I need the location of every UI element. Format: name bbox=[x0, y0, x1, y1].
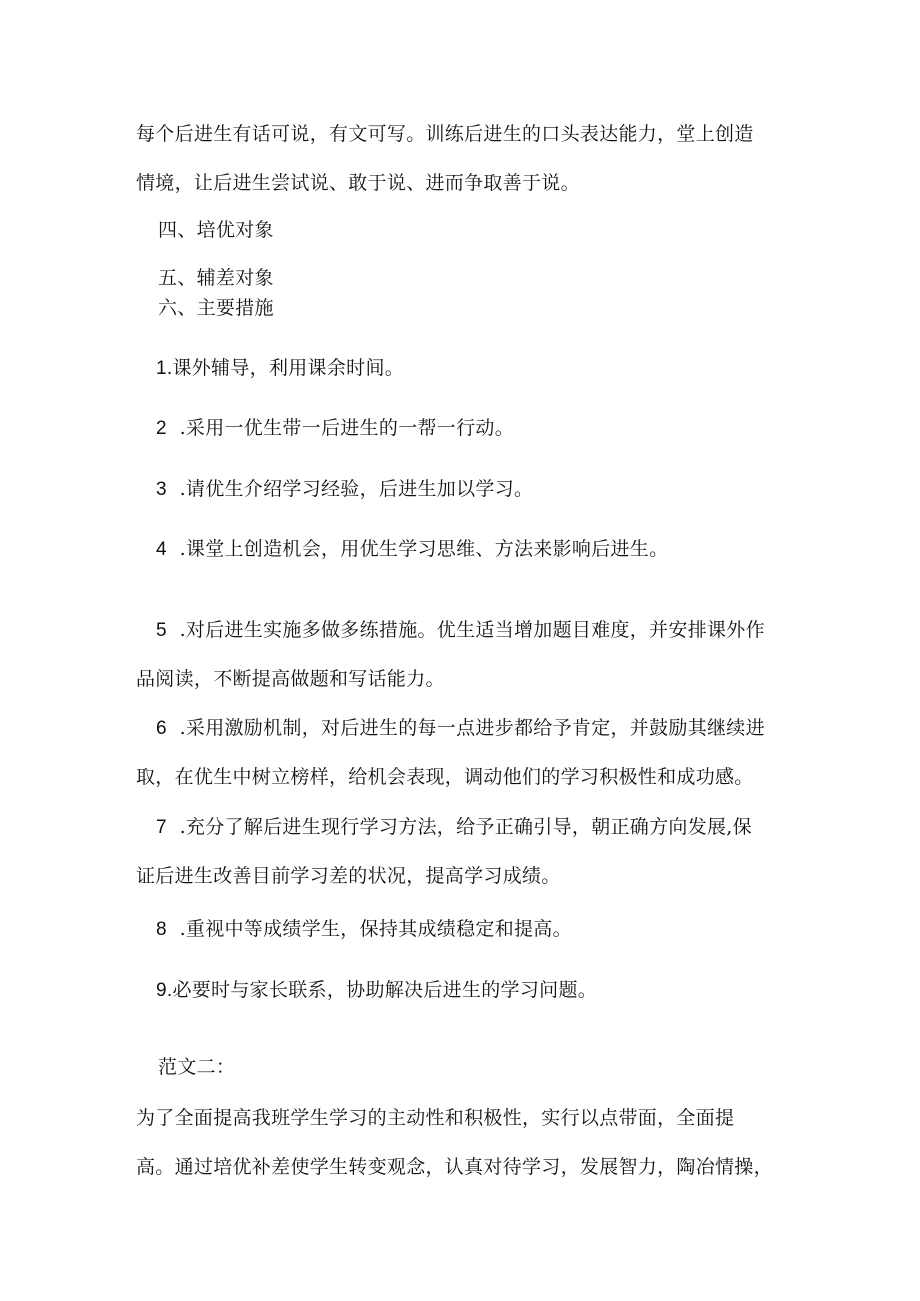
paragraph-line: 每个后进生有话可说，有文可写。训练后进生的口头表达能力，堂上创造 bbox=[136, 123, 754, 145]
measure-item-2: 2 .采用一优生带一后进生的一帮一行动。 bbox=[156, 417, 515, 439]
section-heading-main-measures: 六、主要措施 bbox=[158, 297, 274, 319]
paragraph-line: 高。通过培优补差使学生转变观念，认真对待学习，发展智力，陶冶情操， bbox=[136, 1156, 773, 1178]
measure-item-7-continued: 证后进生改善目前学习差的状况，提高学习成绩。 bbox=[136, 865, 561, 887]
section-heading-struggling-students: 五、辅差对象 bbox=[158, 267, 274, 289]
measure-item-1: 1.课外辅导，利用课余时间。 bbox=[156, 357, 405, 379]
measure-item-3: 3 .请优生介绍学习经验，后进生加以学习。 bbox=[156, 478, 534, 500]
measure-item-5-continued: 品阅读，不断提高做题和写话能力。 bbox=[136, 668, 445, 690]
measure-item-6-continued: 取，在优生中树立榜样，给机会表现，调动他们的学习积极性和成功感。 bbox=[136, 766, 754, 788]
sample-two-heading: 范文二： bbox=[158, 1056, 236, 1078]
measure-item-6: 6 .采用激励机制，对后进生的每一点进步都给予肯定，并鼓励其继续进 bbox=[156, 717, 765, 739]
paragraph-line: 为了全面提高我班学生学习的主动性和积极性，实行以点带面，全面提 bbox=[136, 1107, 735, 1129]
measure-item-8: 8 .重视中等成绩学生，保持其成绩稳定和提高。 bbox=[156, 918, 572, 940]
measure-item-9: 9.必要时与家长联系，协助解决后进生的学习问题。 bbox=[156, 979, 598, 1001]
measure-item-5: 5 .对后进生实施多做多练措施。优生适当增加题目难度，并安排课外作 bbox=[156, 619, 765, 641]
measure-item-7: 7 .充分了解后进生现行学习方法，给予正确引导，朝正确方向发展,保 bbox=[156, 816, 752, 838]
paragraph-line: 情境，让后进生尝试说、敢于说、进而争取善于说。 bbox=[136, 172, 580, 194]
measure-item-4: 4 .课堂上创造机会，用优生学习思维、方法来影响后进生。 bbox=[156, 538, 669, 560]
section-heading-top-students: 四、培优对象 bbox=[158, 219, 274, 241]
